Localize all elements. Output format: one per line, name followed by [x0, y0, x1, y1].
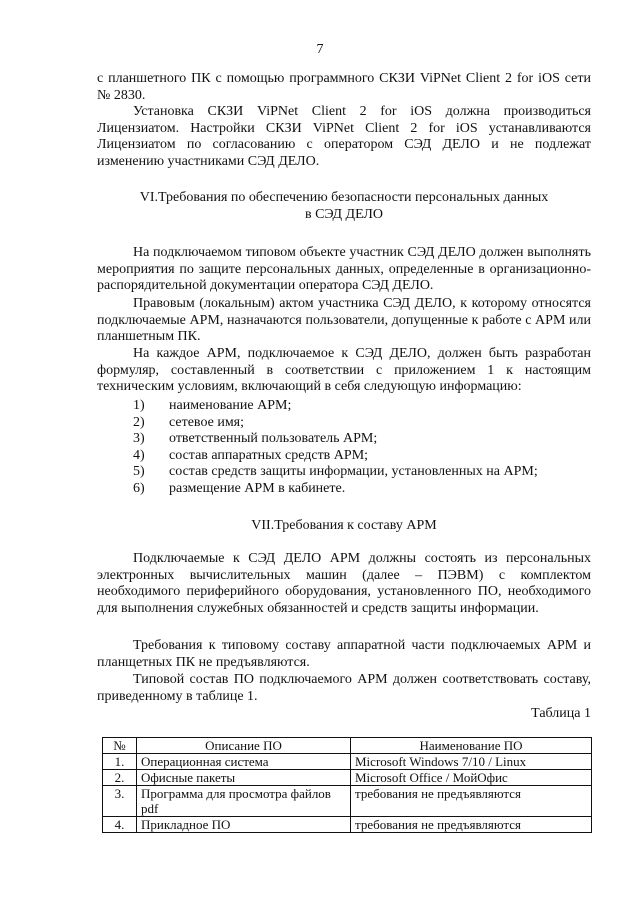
list-item [133, 415, 538, 432]
list-item-text: наименование АРМ; [169, 398, 292, 413]
list-item-number: 4) [133, 447, 145, 463]
cell-description: Операционная система [137, 754, 351, 770]
list-item-text: размещение АРМ в кабинете. [169, 480, 346, 496]
cell-number: 2. [103, 770, 137, 786]
cell-name: требования не предъявляются [351, 817, 592, 833]
section-6-paragraph-3: На каждое АРМ, подключаемое к СЭД ДЕЛО, должен быть разработан формуляр, составленный в соответствии с приложением 1 к настоящим техническим условиям, включающий в себя следующую информацию: [97, 346, 591, 394]
section-7-title: VII.Требования к составу АРМ [251, 518, 437, 533]
section-6-paragraph-1: На подключаемом типовом объекте участник СЭД ДЕЛО должен выполнять мероприятия по защите персональных данных, определенные в организационно-распорядительной документации оператора СЭД ДЕЛО. [97, 245, 591, 293]
list-item-number: 3) [133, 431, 145, 446]
header-name: Наименование ПО [351, 738, 592, 754]
header-number: № [103, 738, 137, 754]
page-number: 7 [316, 42, 324, 57]
section-7-paragraph-2: Требования к типовому составу аппаратной части подключаемых АРМ и планщетных ПК не предъявляются. [97, 638, 591, 670]
table-header-row [103, 738, 592, 754]
software-table [102, 737, 592, 833]
cell-description: Программа для просмотра файлов pdf [137, 786, 351, 817]
list-item [133, 448, 538, 465]
cell-number: 4. [103, 817, 137, 833]
paragraph-continuation: с планшетного ПК с помощью программного СКЗИ ViPNet Client 2 for iOS сети № 2830. [97, 71, 591, 103]
table-row [103, 754, 592, 770]
table-row [103, 770, 592, 786]
list-item [133, 398, 538, 415]
header-description: Описание ПО [137, 738, 351, 754]
section-7-paragraph-3: Типовой состав ПО подключаемого АРМ должен соответствовать составу, приведенному в таблице 1. [97, 672, 591, 704]
list-item-number: 2) [133, 414, 145, 430]
cell-name: Microsoft Windows 7/10 / Linux [351, 754, 592, 770]
cell-description: Прикладное ПО [137, 817, 351, 833]
list-item-number: 6) [133, 480, 145, 496]
list-item [133, 464, 538, 481]
table-row [103, 817, 592, 833]
section-7-paragraph-1: Подключаемые к СЭД ДЕЛО АРМ должны состоять из персональных электронных вычислительных машин (далее – ПЭВМ) с комплектом необходимого периферийного оборудования, установленного ПО, необходимого для выполнения служебных обязанностей и средств защиты информации. [97, 551, 591, 616]
list-item-number: 1) [133, 398, 145, 413]
list-item-number: 5) [133, 464, 145, 479]
cell-name: Microsoft Office / МойОфис [351, 770, 592, 786]
list-item-text: состав аппаратных средств АРМ; [169, 447, 369, 463]
list-item [133, 481, 538, 498]
list-item [133, 431, 538, 448]
cell-number: 3. [103, 786, 137, 817]
info-list [133, 398, 538, 497]
list-item-text: состав средств защиты информации, установленных на АРМ; [169, 464, 538, 479]
table-caption: Таблица 1 [531, 706, 591, 721]
paragraph-installation: Установка СКЗИ ViPNet Client 2 for iOS должна производиться Лицензиатом. Настройки СКЗИ ViPNet Client 2 for iOS устанавливаются Лицензиатом по согласованию с оператором СЭД ДЕЛО и не подлежат изменению участниками СЭД ДЕЛО. [97, 104, 591, 169]
section-6-title-line1: VI.Требования по обеспечению безопасности персональных данных [139, 190, 549, 205]
cell-description: Офисные пакеты [137, 770, 351, 786]
cell-number: 1. [103, 754, 137, 770]
cell-name: требования не предъявляются [351, 786, 592, 817]
table-row [103, 786, 592, 817]
list-item-text: ответственный пользователь АРМ; [169, 431, 378, 446]
section-6-paragraph-2: Правовым (локальным) актом участника СЭД ДЕЛО, к которому относятся подключаемые АРМ, назначаются пользователи, допущенные к работе с АРМ или планшетным ПК. [97, 296, 591, 344]
section-6-title-line2: в СЭД ДЕЛО [304, 207, 384, 222]
list-item-text: сетевое имя; [169, 414, 245, 430]
